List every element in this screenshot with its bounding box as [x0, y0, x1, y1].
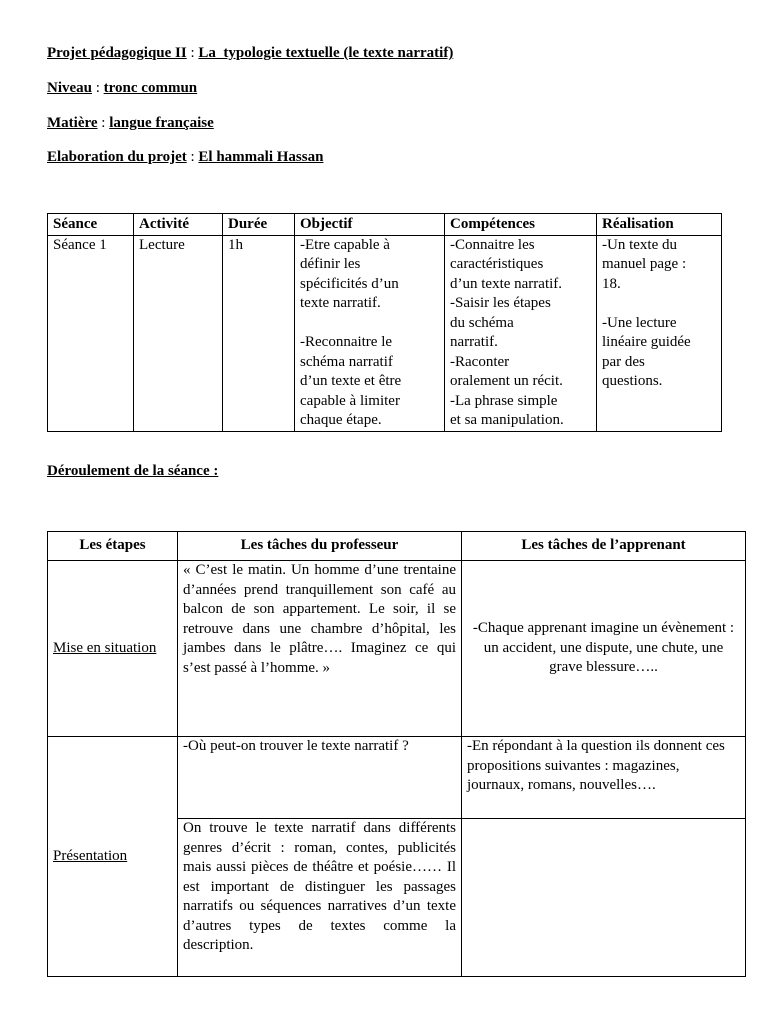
apprenant-task-mise-en-situation: -Chaque apprenant imagine un évènement : un accident, une dispute, une chute, une grave blessure….. — [462, 561, 746, 737]
matiere-line: Matière : langue française — [47, 115, 214, 131]
col-header-duree: Durée — [223, 214, 295, 236]
table-row — [48, 235, 722, 431]
col-header-activite: Activité — [134, 214, 223, 236]
matiere-label: Matière — [47, 115, 98, 131]
col-header-competences: Compétences — [445, 214, 597, 236]
apprenant-task-presentation-2 — [462, 819, 746, 977]
seance-table — [47, 213, 722, 432]
elaboration-line: Elaboration du projet : El hammali Hassan — [47, 149, 324, 165]
step-mise-en-situation: Mise en situation — [48, 561, 178, 737]
prof-task-presentation-2: On trouve le texte narratif dans différents genres d’écrit : roman, contes, publicités mais aussi pièces de théâtre et poésie…… Il est important de distinguer les passages narratifs ou séquences narratives d’un texte d’autres types de textes comme la description. — [178, 819, 462, 977]
table-row — [48, 561, 746, 737]
col-header-etapes: Les étapes — [48, 532, 178, 561]
col-header-professeur: Les tâches du professeur — [178, 532, 462, 561]
deroulement-table-header — [48, 532, 746, 561]
niveau-label: Niveau — [47, 80, 92, 96]
col-header-objectif: Objectif — [295, 214, 445, 236]
step-presentation: Présentation — [48, 737, 178, 977]
col-header-apprenant: Les tâches de l’apprenant — [462, 532, 746, 561]
niveau-value: tronc commun — [103, 80, 198, 96]
projet-label: Projet pédagogique II — [47, 45, 187, 61]
apprenant-task-presentation-1: -En répondant à la question ils donnent ces propositions suivantes : magazines, journaux, romans, nouvelles…. — [462, 737, 746, 819]
projet-value: La typologie textuelle (le texte narratif) — [198, 45, 454, 61]
deroulement-table — [47, 531, 746, 977]
cell-seance: Séance 1 — [48, 235, 134, 431]
col-header-seance: Séance — [48, 214, 134, 236]
matiere-value: langue française — [109, 115, 214, 131]
seance-table-header — [48, 214, 722, 236]
cell-duree: 1h — [223, 235, 295, 431]
prof-task-presentation-1: -Où peut-on trouver le texte narratif ? — [178, 737, 462, 819]
projet-line: Projet pédagogique II : La typologie textuelle (le texte narratif) — [47, 45, 454, 61]
table-row — [48, 737, 746, 819]
cell-activite: Lecture — [134, 235, 223, 431]
cell-competences: -Connaitre les caractéristiques d’un texte narratif. -Saisir les étapes du schéma narratif. -Raconter oralement un récit. -La phrase simple et sa manipulation. — [445, 235, 597, 431]
col-header-realisation: Réalisation — [597, 214, 722, 236]
niveau-line: Niveau : tronc commun — [47, 80, 198, 96]
cell-objectif: -Etre capable à définir les spécificités d’un texte narratif. -Reconnaitre le schéma narratif d’un texte et être capable à limiter chaque étape. — [295, 235, 445, 431]
prof-task-mise-en-situation: « C’est le matin. Un homme d’une trentaine d’années prend tranquillement son café au balcon de son appartement. Le soir, il se retrouve dans une chambre d’hôpital, les jambes dans le plâtre…. Imaginez ce qui s’est passé à l’homme. » — [178, 561, 462, 737]
elaboration-label: Elaboration du projet — [47, 149, 187, 165]
cell-realisation: -Un texte du manuel page : 18. -Une lecture linéaire guidée par des questions. — [597, 235, 722, 431]
section-title: Déroulement de la séance : — [47, 463, 219, 479]
elaboration-value: El hammali Hassan — [198, 149, 324, 165]
